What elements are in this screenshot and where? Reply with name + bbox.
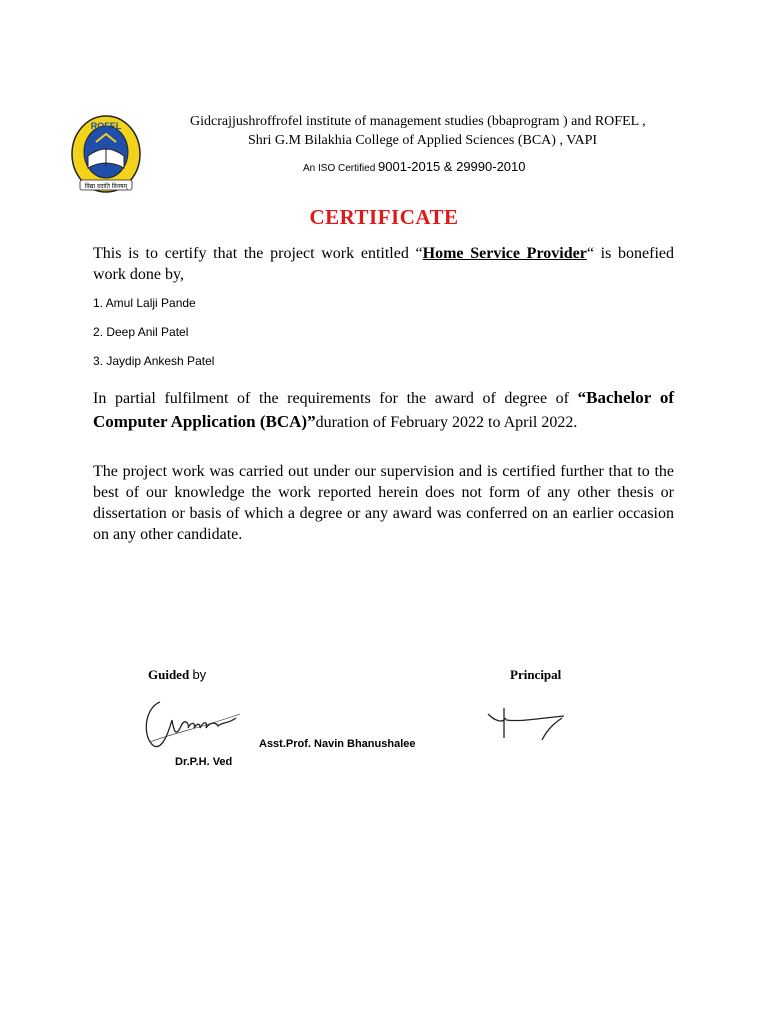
- project-title: Home Service Provider: [422, 245, 587, 262]
- principal-label: Principal: [510, 667, 562, 682]
- member-3: 3. Jaydip Ankesh Patel: [93, 354, 215, 368]
- member-1: 1. Amul Lalji Pande: [93, 296, 196, 310]
- intro-after: “ is bonefied work done by,: [93, 245, 674, 283]
- degree-paragraph: [93, 386, 674, 434]
- intro-before: This is to certify that the project work entitled “: [93, 245, 423, 262]
- college-logo: [60, 112, 152, 196]
- guide-signature: [140, 694, 250, 754]
- certificate-title: CERTIFICATE: [309, 205, 459, 229]
- iso-numbers: 9001-2015 & 29990-2010: [378, 159, 526, 174]
- guide-name: Asst.Prof. Navin Bhanushalee: [259, 738, 416, 750]
- iso-certification: [303, 159, 526, 174]
- by-text: by: [192, 667, 207, 682]
- degree-before: In partial fulfilment of the requirements for the award of degree of: [93, 390, 578, 407]
- principal-name: Dr.P.H. Ved: [175, 756, 233, 768]
- guided-by-label: [148, 667, 206, 683]
- institute-name: Gidcrajjushroffrofel institute of management studies (bbaprogram ) and ROFEL ,: [190, 114, 646, 129]
- guided-text: Guided: [148, 667, 193, 682]
- college-name: Shri G.M Bilakhia College of Applied Sciences (BCA) , VAPI: [248, 133, 598, 148]
- principal-signature: [482, 700, 572, 745]
- iso-prefix: An ISO Certified: [303, 163, 379, 174]
- logo-motto: विद्या ददाति विनयम्: [84, 183, 128, 190]
- intro-paragraph: [93, 243, 674, 285]
- supervision-paragraph: The project work was carried out under our supervision and is certified further that to the best of our knowledge the work reported herein does not form of any other thesis or dissertation or basis of which a degree or any award was conferred on an earlier occasion on any other candidate.: [93, 463, 674, 543]
- member-2: 2. Deep Anil Patel: [93, 325, 189, 339]
- degree-after: duration of February 2022 to April 2022.: [315, 414, 578, 431]
- logo-text: ROFEL: [90, 121, 122, 131]
- degree-name: “Bachelor of Computer Application (BCA)”: [93, 388, 675, 431]
